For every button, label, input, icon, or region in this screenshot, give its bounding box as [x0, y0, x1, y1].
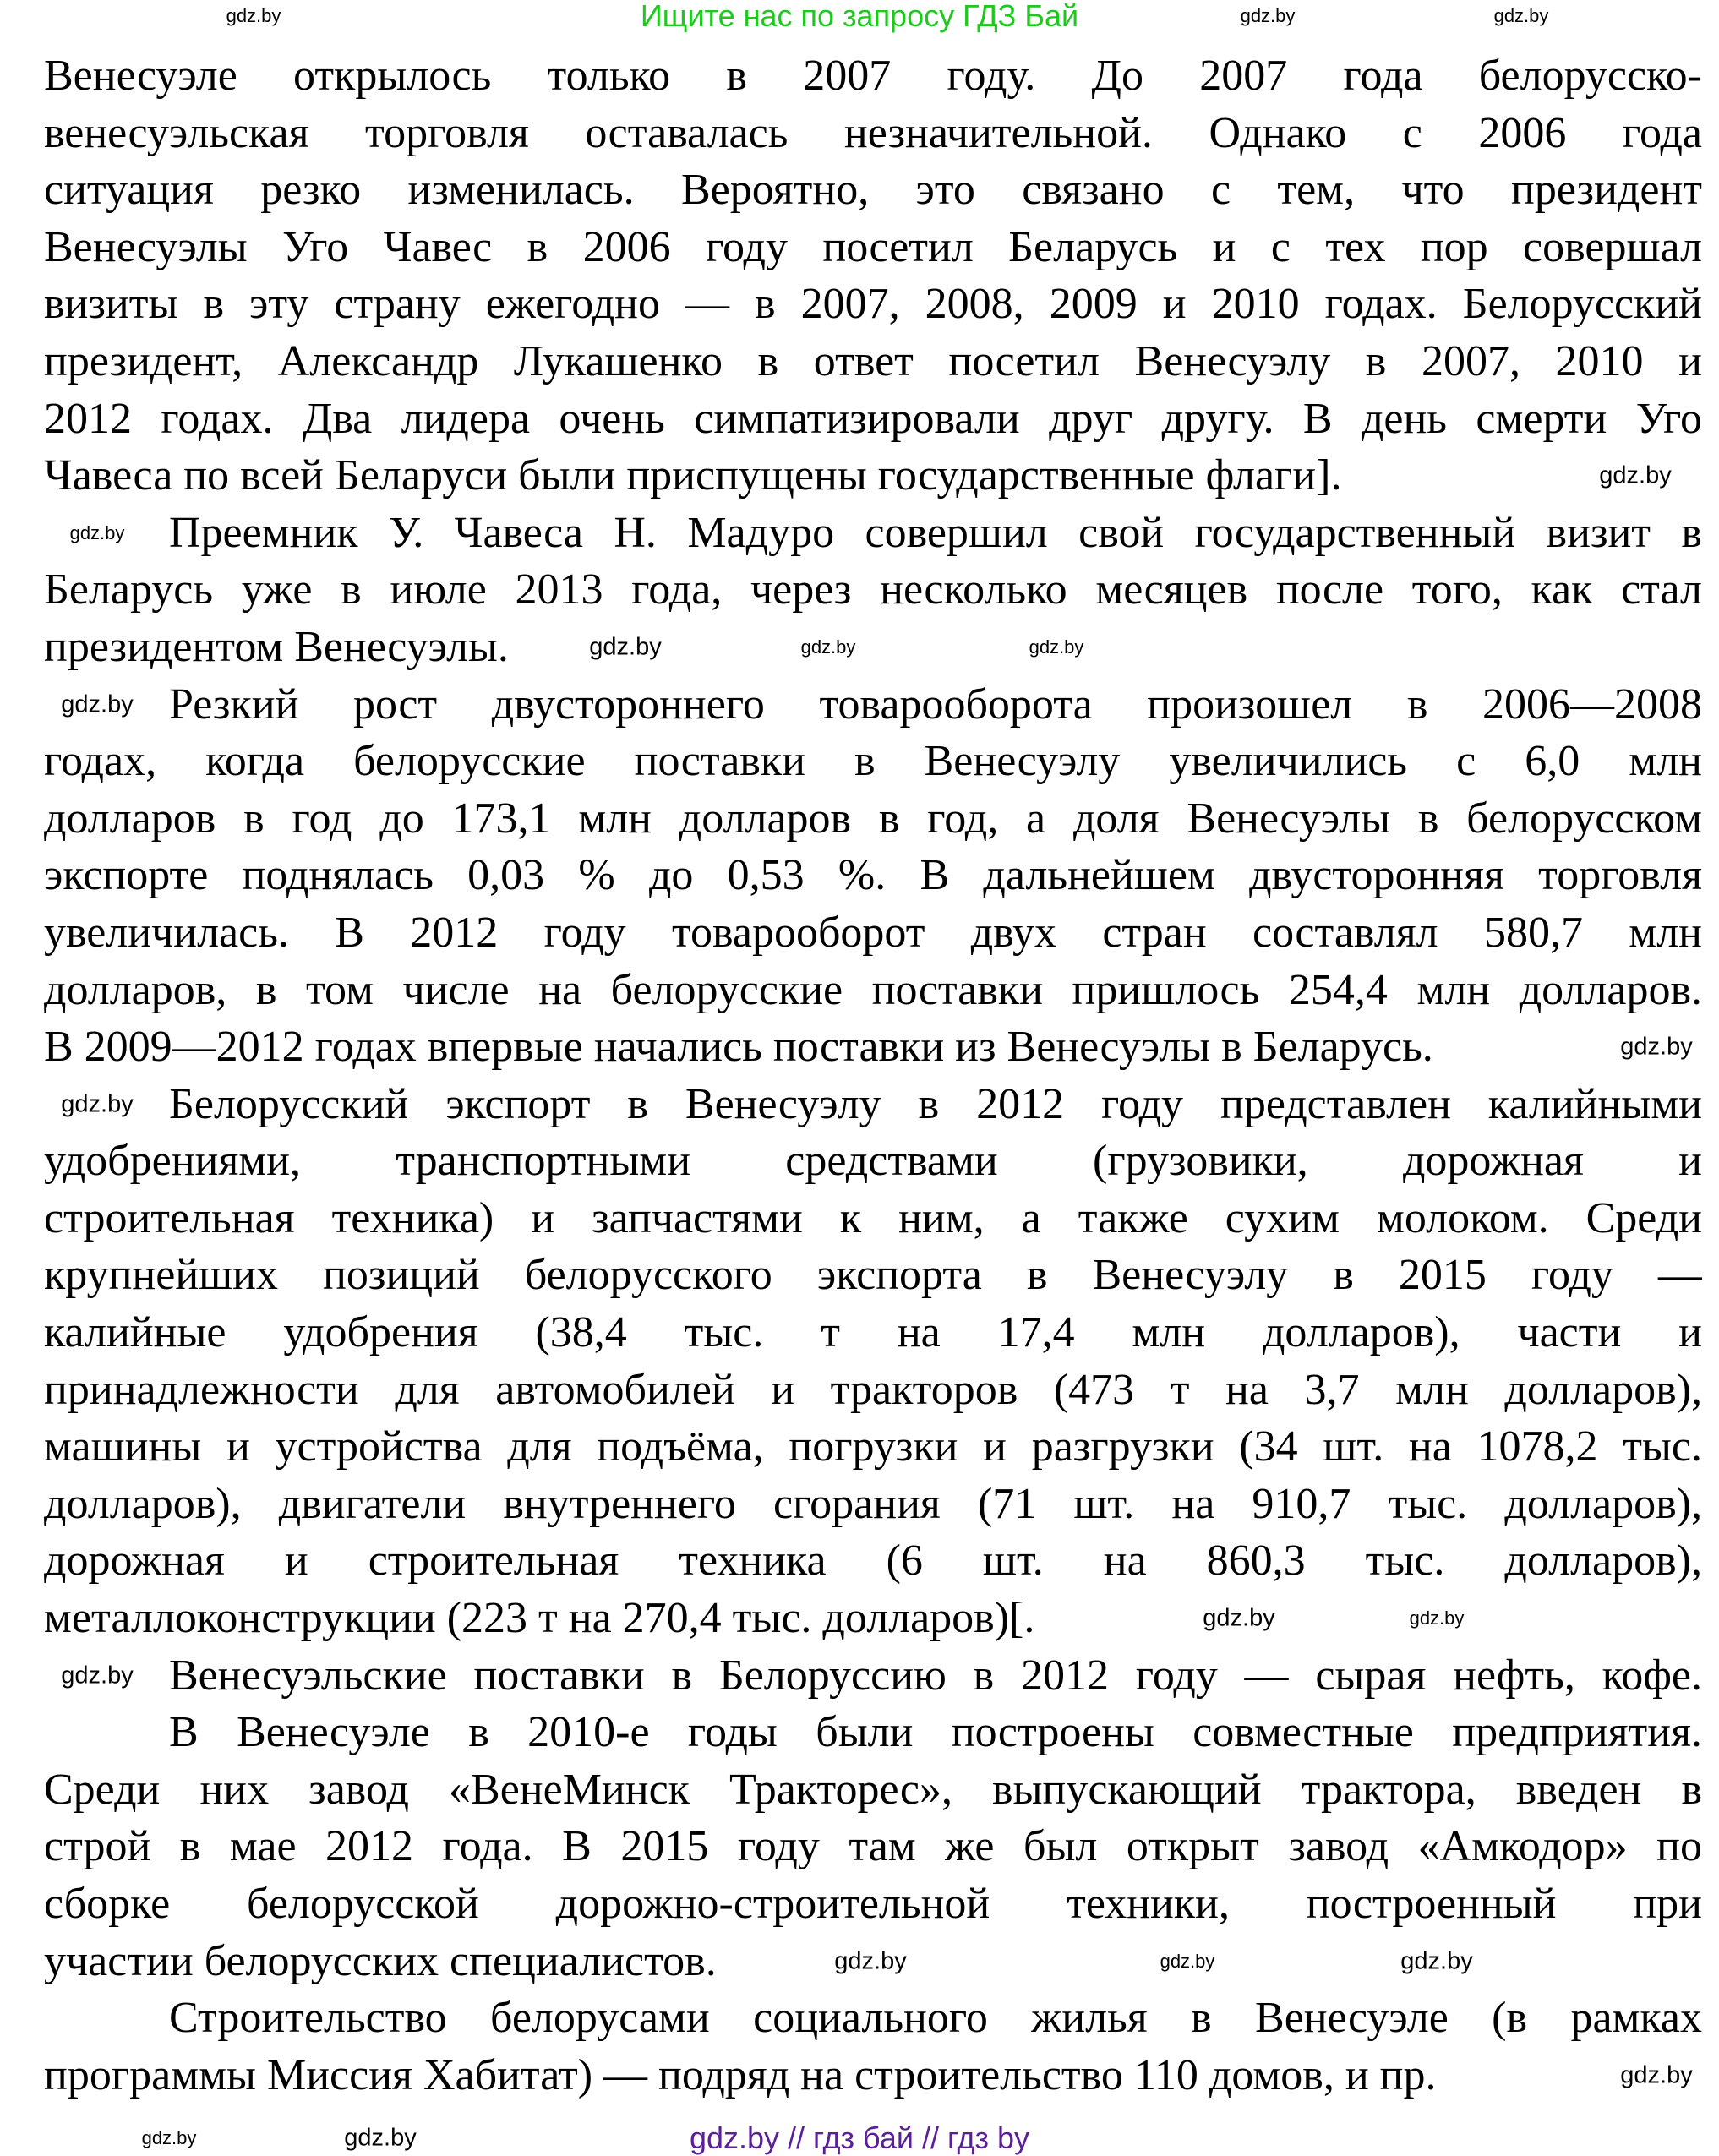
text-line: Строительство белорусами социального жилья в Венесуэле (в рамках — [169, 1994, 1702, 2043]
text-line: 2012 годах. Два лидера очень симпатизировали друг другу. В день смерти Уго — [44, 394, 1702, 443]
text-line: экспорте поднялась 0,03 % до 0,53 %. В дальнейшем двусторонняя торговля — [44, 851, 1702, 900]
text-line: машины и устройства для подъёма, погрузки и разгрузки (34 шт. на 1078,2 тыс. — [44, 1422, 1702, 1471]
text-line: программы Миссия Хабитат) — подряд на строительство 110 домов, и пр. — [44, 2050, 1437, 2099]
watermark: gdz.by — [226, 5, 281, 26]
text-line: строительная техника) и запчастями к ним, а также сухим молоком. Среди — [44, 1193, 1702, 1242]
watermark: gdz.by — [1240, 5, 1296, 26]
text-line: венесуэльская торговля оставалась незначительной. Однако с 2006 года — [44, 108, 1702, 157]
text-line: президент, Александр Лукашенко в ответ посетил Венесуэлу в 2007, 2010 и — [44, 336, 1702, 385]
text-line: металлоконструкции (223 т на 270,4 тыс. долларов)[. — [44, 1594, 1035, 1643]
text-line: участии белорусских специалистов. — [44, 1936, 717, 1985]
watermark: gdz.by — [1409, 1607, 1465, 1629]
watermark: gdz.by — [834, 1947, 907, 1975]
watermark: gdz.by — [1620, 1033, 1693, 1061]
watermark: gdz.by — [141, 2127, 197, 2148]
document-text — [44, 47, 1702, 2104]
watermark: gdz.by — [344, 2124, 417, 2152]
watermark: gdz.by — [61, 1090, 134, 1118]
watermark: gdz.by — [1620, 2061, 1693, 2089]
watermark: gdz.by — [69, 522, 125, 543]
watermark: gdz.by — [1203, 1604, 1275, 1632]
text-line: ситуация резко изменилась. Вероятно, это связано с тем, что президент — [44, 166, 1702, 215]
watermark: gdz.by — [800, 636, 856, 658]
search-banner[interactable]: Ищите нас по запросу ГДЗ Бай — [640, 0, 1079, 33]
text-line: долларов, в том числе на белорусские поставки пришлось 254,4 млн долларов. — [44, 965, 1702, 1014]
text-line: Венесуэлы Уго Чавес в 2006 году посетил Беларусь и с тех пор совершал — [44, 222, 1702, 271]
watermark: gdz.by — [61, 1662, 134, 1689]
text-line: Венесуэльские поставки в Белоруссию в 2012 году — сырая нефть, кофе. — [169, 1651, 1702, 1700]
text-line: удобрениями, транспортными средствами (грузовики, дорожная и — [44, 1137, 1702, 1186]
watermark: gdz.by — [1160, 1951, 1215, 1972]
watermark: gdz.by — [1029, 636, 1084, 658]
text-line: президентом Венесуэлы. — [44, 622, 509, 671]
watermark: gdz.by — [1599, 461, 1672, 489]
text-line: сборке белорусской дорожно-строительной техники, построенный при — [44, 1880, 1702, 1928]
text-line: Беларусь уже в июле 2013 года, через несколько месяцев после того, как стал — [44, 565, 1702, 614]
text-line: визиты в эту страну ежегодно — в 2007, 2008, 2009 и 2010 годах. Белорусский — [44, 280, 1702, 329]
watermark: gdz.by — [61, 690, 134, 718]
text-line: В Венесуэле в 2010-е годы были построены совместные предприятия. — [169, 1708, 1702, 1757]
text-line: долларов), двигатели внутреннего сгорания (71 шт. на 910,7 тыс. долларов), — [44, 1479, 1702, 1528]
text-line: увеличилась. В 2012 году товарооборот двух стран составлял 580,7 млн — [44, 908, 1702, 957]
text-line: Венесуэле открылось только в 2007 году. До 2007 года белорусско- — [44, 52, 1702, 100]
text-line: долларов в год до 173,1 млн долларов в год, а доля Венесуэлы в белорусском — [44, 794, 1702, 843]
text-line: Преемник У. Чавеса Н. Мадуро совершил свой государственный визит в — [169, 508, 1702, 557]
text-line: Белорусский экспорт в Венесуэлу в 2012 году представлен калийными — [169, 1079, 1702, 1128]
footer-links[interactable]: gdz.by // гдз бай // гдз by — [689, 2121, 1030, 2155]
text-line: дорожная и строительная техника (6 шт. на 860,3 тыс. долларов), — [44, 1536, 1702, 1586]
watermark: gdz.by — [1493, 5, 1549, 26]
text-line: калийные удобрения (38,4 тыс. т на 17,4 млн долларов), части и — [44, 1308, 1702, 1357]
text-line: принадлежности для автомобилей и тракторов (473 т на 3,7 млн долларов), — [44, 1365, 1702, 1414]
watermark: gdz.by — [589, 633, 662, 661]
text-line: В 2009—2012 годах впервые начались поставки из Венесуэлы в Беларусь. — [44, 1023, 1433, 1072]
text-line: годах, когда белорусские поставки в Венесуэлу увеличились с 6,0 млн — [44, 737, 1702, 786]
text-line: Среди них завод «ВенеМинск Тракторес», выпускающий трактора, введен в — [44, 1765, 1702, 1814]
watermark: gdz.by — [1400, 1947, 1473, 1975]
text-line: Резкий рост двустороннего товарооборота произошел в 2006—2008 — [169, 680, 1702, 729]
text-line: строй в мае 2012 года. В 2015 году там же был открыт завод «Амкодор» по — [44, 1822, 1702, 1871]
text-line: крупнейших позиций белорусского экспорта в Венесуэлу в 2015 году — — [44, 1251, 1702, 1300]
text-line: Чавеса по всей Беларуси были приспущены государственные флаги]. — [44, 451, 1342, 500]
